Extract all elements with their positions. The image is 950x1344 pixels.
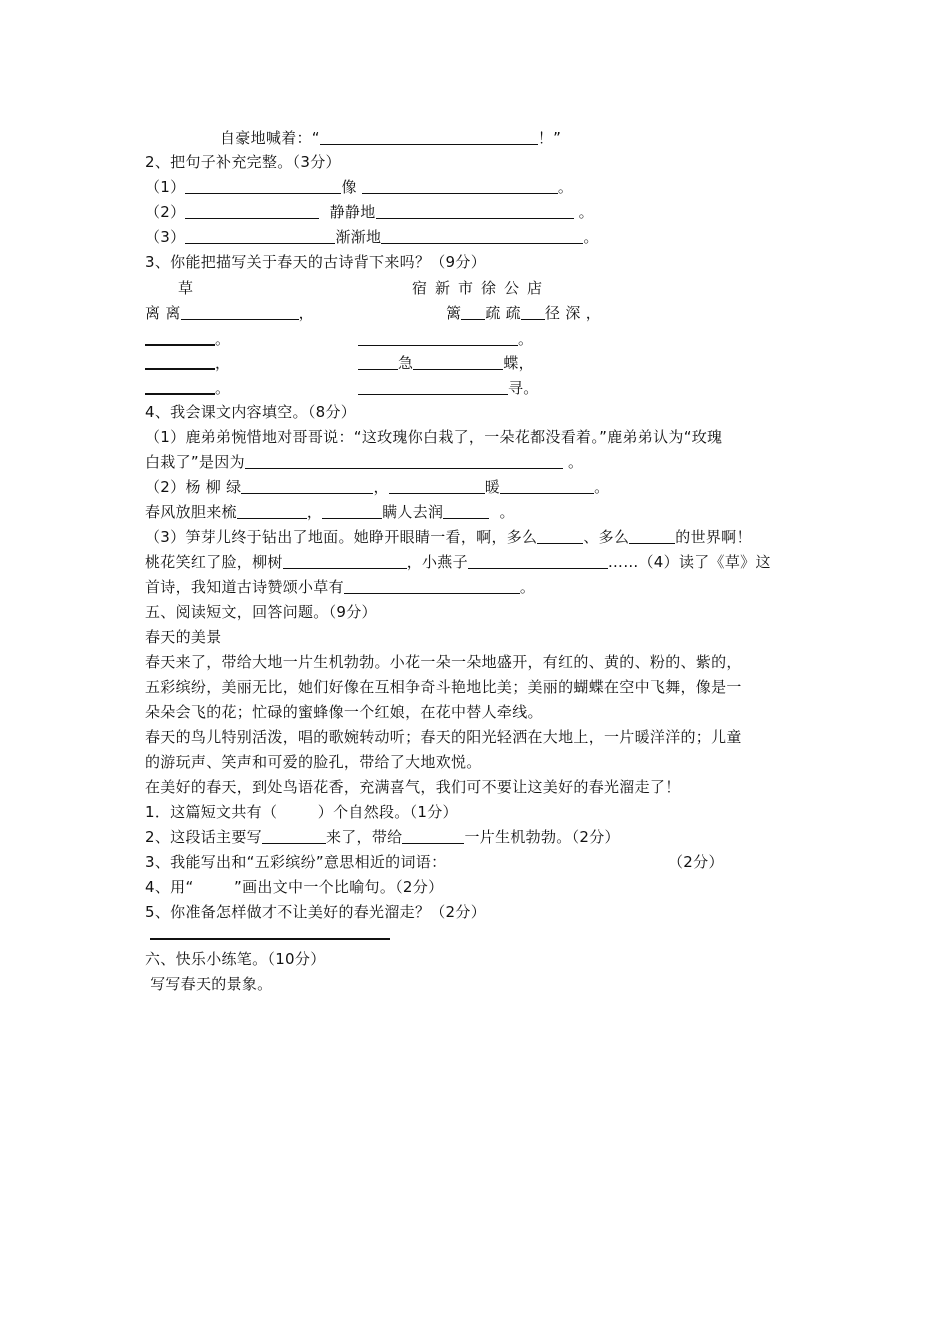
q4-s3-text3: ……（4）读了《草》这	[607, 553, 771, 571]
q4-s2-text: （2）杨 柳 绿	[145, 478, 242, 496]
q2-l3-blank-b[interactable]	[381, 227, 583, 244]
q5-q2-end: 一片生机勃勃。（2分）	[464, 828, 620, 846]
q4-s2-comma2: ，	[306, 503, 323, 521]
q5-q2-word: 来了，带给	[325, 828, 403, 846]
q2-l3-end: 。	[583, 228, 599, 246]
poem2-line4-end: 寻。	[508, 379, 539, 397]
q5-q2-blank-b[interactable]	[402, 827, 464, 844]
poem2-line1-c: 径 深 ，	[544, 304, 602, 322]
q4-s2-blank-c[interactable]	[500, 477, 594, 494]
q3-title: 3、你能把描写关于春天的古诗背下来吗？（9分）	[145, 253, 486, 271]
q2-line-3	[145, 225, 815, 250]
q4-s1-line1: （1）鹿弟弟惋惜地对哥哥说：“这玫瑰你白栽了，一朵花都没看着。”鹿弟弟认为“玫瑰	[145, 428, 723, 446]
poem1-line4-end: 。	[215, 379, 231, 397]
q4-s3-word2: ，小燕子	[406, 553, 468, 571]
q4-s3-line2	[145, 550, 815, 575]
q4-s2-blank-e[interactable]	[322, 502, 382, 519]
q2-l2-word: 静静地	[329, 203, 376, 221]
poem2-line3-a: 急	[398, 354, 414, 372]
exclaim-blank[interactable]	[320, 128, 538, 145]
q4-s1-end: 。	[567, 453, 584, 471]
q4-title: 4、我会课文内容填空。（8分）	[145, 403, 357, 421]
poem2-line2-end: 。	[518, 330, 534, 348]
poem1-line2-blank[interactable]	[145, 328, 215, 346]
poem2-line3-b: 蝶，	[503, 354, 534, 372]
poem2-line1-a: 篱	[446, 304, 462, 322]
q4-s1-text: 白栽了”是因为	[145, 453, 245, 471]
q4-s3-blank-a[interactable]	[537, 527, 583, 544]
q5-q3-score: （2分）	[668, 853, 724, 871]
q6-title: 六、快乐小练笔。（10分）	[145, 950, 326, 968]
q2-title: 2、把句子补充完整。（3分）	[145, 153, 341, 171]
q2-l3-word: 渐渐地	[335, 228, 382, 246]
q5-question-3: 3、我能写出和“五彩缤纷”意思相近的词语：	[145, 853, 447, 871]
q5-q2-text: 2、这段话主要写	[145, 828, 262, 846]
q4-s2-blank-d[interactable]	[237, 502, 307, 519]
q6-prompt: 写写春天的景象。	[145, 975, 273, 993]
q4-s2-line1	[145, 475, 815, 500]
answer-line[interactable]	[150, 938, 390, 940]
q2-l3-blank-a[interactable]	[185, 227, 335, 244]
exclaim-suffix: ！”	[537, 129, 562, 147]
q4-s2-blank-b[interactable]	[389, 477, 485, 494]
poem2-line1-blank-b[interactable]	[521, 303, 545, 320]
poem2-line2-blank[interactable]	[358, 329, 518, 346]
q4-s4-end: 。	[519, 578, 536, 596]
q4-s4-text: 首诗，我知道古诗赞颂小草有	[145, 578, 344, 596]
q5-question-4: 4、用“ ”画出文中一个比喻句。（2分）	[145, 878, 444, 896]
q4-s1-line2	[145, 450, 815, 475]
q5-question-1: 1．这篇短文共有（ ）个自然段。（1分）	[145, 803, 458, 821]
q2-line-1	[145, 175, 815, 200]
q4-s3-blank-b[interactable]	[629, 527, 675, 544]
q5-question-2	[145, 825, 815, 850]
exclaim-prefix: 自豪地喊着：“	[220, 129, 320, 147]
q4-s2-blank-a[interactable]	[241, 477, 373, 494]
poem2-line1-b: 疏 疏	[485, 304, 521, 322]
q2-l1-blank-a[interactable]	[185, 177, 341, 194]
q2-l2-label: （2）	[145, 203, 186, 221]
q2-l2-blank-a[interactable]	[185, 202, 319, 219]
q2-l1-blank-b[interactable]	[362, 177, 558, 194]
q4-s3-blank-c[interactable]	[283, 552, 407, 569]
q4-s2-line2	[145, 500, 815, 525]
poem1-line2-end: 。	[215, 330, 231, 348]
passage-p2-line1: 春天的鸟儿特别活泼，唱的歌婉转动听；春天的阳光轻洒在大地上，一片暖洋洋的；儿童	[145, 728, 742, 746]
q5-title: 五、阅读短文，回答问题。（9分）	[145, 603, 377, 621]
passage-p1-line2: 五彩缤纷，美丽无比，她们好像在互相争奇斗艳地比美；美丽的蝴蝶在空中飞舞，像是一	[145, 678, 742, 696]
poem1-line1-comma: ，	[298, 304, 314, 322]
poem2-line1-blank-a[interactable]	[461, 303, 485, 320]
passage-title: 春天的美景	[145, 628, 222, 646]
passage-p1-line3: 朵朵会飞的花；忙碌的蜜蜂像一个红娘，在花中替人牵线。	[145, 703, 543, 721]
q4-s3-line1	[145, 525, 815, 550]
poem2-line2	[358, 327, 950, 352]
q4-s3-text2: 桃花笑红了脸，柳树	[145, 553, 283, 571]
q4-s2-end2: 。	[499, 503, 515, 521]
q5-q2-blank-a[interactable]	[262, 827, 326, 844]
poem1-line3-end: ，	[215, 354, 231, 372]
poem2-line3-blank-a[interactable]	[358, 353, 398, 370]
q4-s4-blank[interactable]	[344, 577, 520, 594]
q4-s2-word2: 瞒人去润	[382, 503, 444, 521]
q4-s3-end: 的世界啊！	[675, 528, 752, 546]
q4-s2-word: 暖	[484, 478, 501, 496]
q2-l3-label: （3）	[145, 228, 186, 246]
q2-l2-end: 。	[578, 203, 594, 221]
q4-s3-blank-d[interactable]	[468, 552, 608, 569]
q4-s1-blank[interactable]	[245, 452, 563, 469]
poem2-line1	[446, 301, 950, 326]
q2-l1-label: （1）	[145, 178, 186, 196]
q4-s2-comma: ，	[373, 478, 389, 496]
poem2-title: 宿新市徐公店	[412, 279, 551, 297]
q4-s2-end: 。	[594, 478, 610, 496]
q4-s4-line	[145, 575, 815, 600]
poem2-line4-blank[interactable]	[358, 378, 508, 395]
q4-s3-text: （3）笋芽儿终于钻出了地面。她睁开眼睛一看，啊，多么	[145, 528, 538, 546]
q2-l1-end: 。	[557, 178, 574, 196]
q2-l2-blank-b[interactable]	[376, 202, 574, 219]
poem1-line1-blank[interactable]	[181, 303, 299, 320]
q2-l1-word: 像	[341, 178, 357, 196]
q2-line-2	[145, 200, 815, 225]
poem2-line3-blank-b[interactable]	[413, 353, 503, 370]
q4-s2-text2: 春风放胆来梳	[145, 503, 237, 521]
exclaim-line	[220, 126, 890, 151]
poem2-line4	[358, 376, 950, 401]
poem1-title: 草	[178, 279, 194, 297]
passage-p2-line2: 的游玩声、笑声和可爱的脸孔，带给了大地欢悦。	[145, 753, 482, 771]
passage-p3: 在美好的春天，到处鸟语花香，充满喜气，我们可不要让这美好的春光溜走了！	[145, 778, 681, 796]
poem1-line3-blank[interactable]	[145, 352, 215, 370]
q5-question-5: 5、你准备怎样做才不让美好的春光溜走？（2分）	[145, 903, 486, 921]
poem2-line3	[358, 351, 950, 376]
poem1-line1-text: 离 离	[145, 304, 181, 322]
q4-s3-word: 、多么	[583, 528, 630, 546]
poem1-line4-blank[interactable]	[145, 377, 215, 395]
passage-p1-line1: 春天来了，带给大地一片生机勃勃。小花一朵一朵地盛开，有红的、黄的、粉的、紫的，	[145, 653, 742, 671]
q4-s2-blank-f[interactable]	[443, 502, 489, 519]
